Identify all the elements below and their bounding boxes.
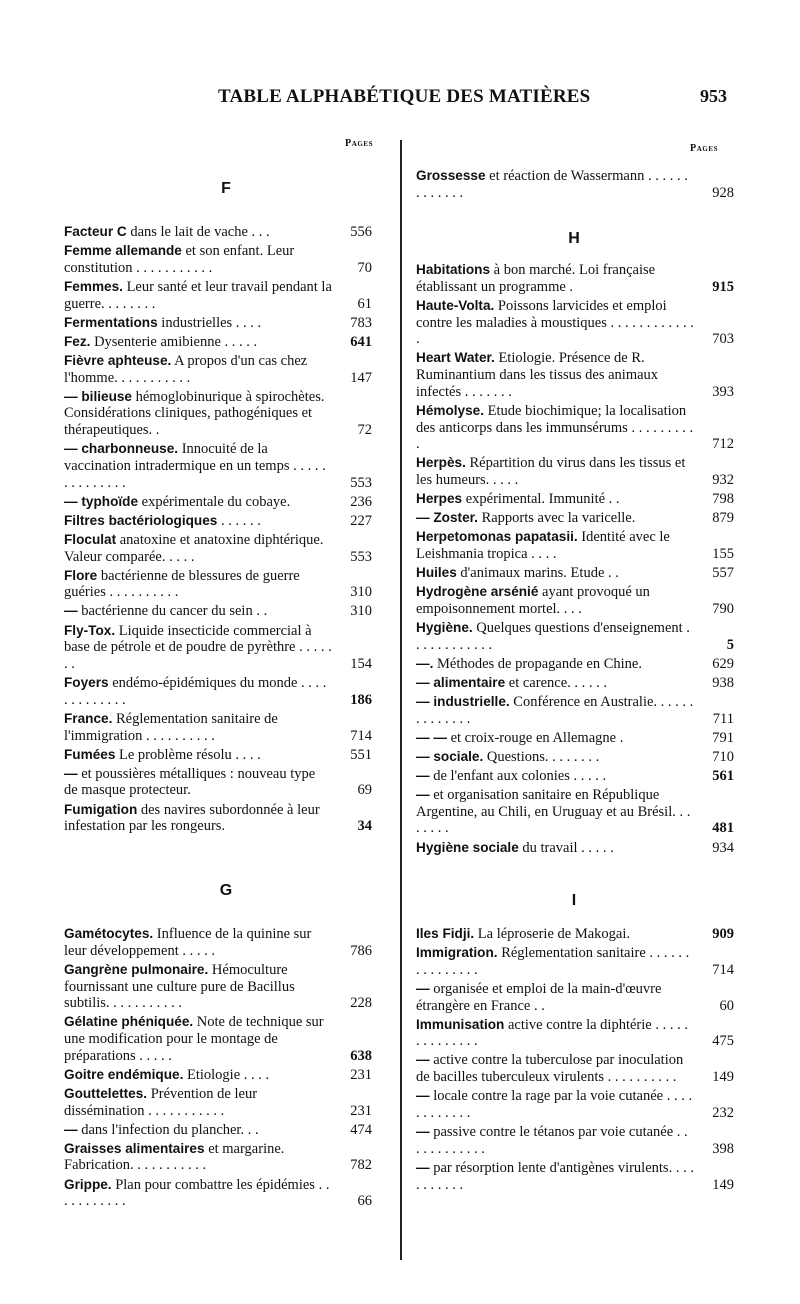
entry-page-number: 69	[357, 782, 372, 799]
entry-keyword: — charbonneuse.	[64, 441, 179, 457]
entry-text	[416, 620, 694, 653]
section-letter-i: I	[571, 892, 577, 909]
entry-page-number: 34	[357, 818, 372, 835]
index-entry	[416, 694, 734, 727]
entry-keyword: Flore	[64, 567, 98, 583]
index-entry	[64, 568, 372, 601]
entry-description: hémoglobinurique à spirochètes. Considérations cliniques, pathogéniques et thérapeutiques. .	[64, 388, 325, 439]
index-entry	[416, 730, 734, 747]
index-entry	[416, 981, 734, 1014]
entry-text	[416, 675, 694, 692]
index-entry	[64, 1141, 372, 1174]
entry-page-number: 786	[350, 942, 372, 959]
entry-description: A propos d'un cas chez l'homme. . . . . . . . . . .	[64, 352, 308, 386]
entry-keyword: Habitations	[416, 262, 491, 277]
entry-keyword: Hygiène sociale	[416, 839, 519, 855]
entry-page-number: 714	[712, 961, 734, 978]
index-list-g-continued	[416, 168, 734, 204]
index-entry	[416, 262, 734, 295]
entry-text	[416, 840, 694, 857]
index-entry	[64, 962, 372, 1012]
index-entry	[416, 350, 734, 400]
entry-page-number: 791	[712, 729, 734, 746]
entry-page-number: 310	[350, 584, 372, 601]
index-entry	[64, 353, 372, 386]
entry-page-number: 798	[712, 491, 734, 508]
index-entry	[416, 675, 734, 692]
entry-description: Etiologie . . . .	[183, 1066, 270, 1083]
entry-keyword: Filtres bactériologiques	[64, 512, 218, 528]
index-entry	[64, 603, 372, 620]
entry-keyword: —	[416, 1159, 430, 1175]
index-entry	[416, 768, 734, 785]
entry-text	[416, 403, 694, 453]
entry-description: Note de technique sur une modification pour le montage de préparations . . . . .	[64, 1014, 324, 1064]
index-entry	[64, 389, 372, 439]
entry-page-number: 5	[726, 636, 734, 653]
entry-keyword: Goitre endémique.	[64, 1066, 184, 1082]
entry-keyword: —	[416, 767, 430, 783]
entry-text	[64, 353, 332, 386]
entry-text	[64, 441, 332, 491]
entry-text	[416, 749, 694, 766]
index-entry	[416, 656, 734, 673]
index-entry	[64, 766, 372, 799]
entry-page-number: 154	[350, 655, 372, 672]
right-column-heading: Pages	[690, 143, 719, 154]
entry-page-number: 557	[712, 565, 734, 582]
entry-page-number: 186	[350, 691, 372, 708]
entry-description: Réglementation sanitaire de l'immigration . . . . . . . . . .	[64, 710, 278, 744]
entry-description: expérimentale du cobaye.	[138, 493, 291, 510]
entry-text	[416, 1160, 694, 1193]
entry-description: active contre la diphtérie . . . . . . . . . . . . . .	[416, 1016, 688, 1050]
entry-description: dans l'infection du plancher. . .	[77, 1121, 259, 1138]
index-entry	[416, 945, 734, 978]
entry-text	[416, 694, 694, 727]
entry-keyword: —	[64, 1121, 78, 1137]
entry-keyword: — bilieuse	[64, 388, 132, 404]
entry-keyword: Haute-Volta.	[416, 297, 495, 313]
entry-keyword: Grippe.	[64, 1176, 112, 1192]
index-list-f	[64, 224, 372, 837]
entry-description: Méthodes de propagande en Chine.	[433, 655, 642, 672]
entry-description: Influence de la quinine sur leur développement . . . . .	[64, 926, 312, 959]
entry-description: . . . . . .	[217, 512, 261, 529]
section-letter-g: G	[219, 882, 233, 899]
entry-text	[64, 675, 332, 708]
index-list-g	[64, 926, 372, 1212]
entry-description: et poussières métalliques : nouveau type de masque protecteur.	[64, 765, 316, 799]
entry-text	[64, 1086, 332, 1119]
index-entry	[416, 926, 734, 943]
entry-keyword: —	[416, 1052, 430, 1068]
entry-description: et son enfant. Leur constitution . . . . . . . . . . .	[64, 243, 295, 276]
entry-keyword: Fumigation	[64, 801, 138, 817]
entry-text	[64, 1141, 332, 1174]
entry-page-number: 60	[719, 997, 734, 1014]
entry-description: d'animaux marins. Etude . .	[456, 565, 619, 582]
index-entry	[416, 1017, 734, 1050]
entry-page-number: 474	[350, 1121, 372, 1138]
entry-text	[416, 298, 694, 348]
entry-page-number: 783	[350, 314, 372, 331]
entry-description: expérimental. Immunité . .	[462, 491, 620, 508]
entry-description: des navires subordonnée à leur infestation par les rongeurs.	[64, 801, 320, 835]
entry-description: Réglementation sanitaire . . . . . . . . . . . . . . .	[416, 945, 690, 978]
index-entry	[64, 711, 372, 744]
index-entry	[416, 1088, 734, 1121]
index-entry	[64, 494, 372, 511]
index-entry	[416, 749, 734, 766]
entry-description: Dysenterie amibienne . . . . .	[90, 333, 258, 350]
entry-page-number: 61	[357, 295, 372, 312]
entry-text	[416, 491, 694, 508]
entry-keyword: — industrielle.	[416, 693, 510, 709]
entry-text	[64, 1122, 332, 1139]
entry-keyword: —	[416, 1088, 430, 1104]
entry-description: Questions. . . . . . . .	[483, 748, 600, 765]
entry-description: endémo-épidémiques du monde . . . . . . . . . . . . .	[64, 675, 327, 708]
entry-description: Etiologie. Présence de R. Ruminantium dans les tissus des animaux infectés . . . . . . .	[416, 350, 659, 400]
entry-text	[64, 766, 332, 799]
entry-page-number: 236	[350, 493, 372, 510]
entry-keyword: Fly-Tox.	[64, 622, 116, 638]
index-entry	[416, 455, 734, 488]
entry-page-number: 714	[350, 727, 372, 744]
entry-description: Répartition du virus dans les tissus et les humeurs. . . . .	[416, 455, 686, 488]
entry-page-number: 149	[712, 1176, 734, 1193]
entry-page-number: 227	[350, 512, 372, 529]
entry-page-number: 553	[350, 474, 372, 491]
entry-text	[416, 350, 694, 400]
entry-text	[416, 768, 694, 785]
entry-text	[64, 532, 332, 565]
page-header	[0, 86, 800, 116]
entry-keyword: Gamétocytes.	[64, 926, 154, 941]
entry-keyword: Gangrène pulmonaire.	[64, 961, 209, 977]
entry-description: de l'enfant aux colonies . . . . .	[429, 767, 607, 784]
entry-text	[416, 926, 694, 943]
entry-page-number: 711	[712, 710, 734, 727]
entry-page-number: 398	[712, 1140, 734, 1157]
index-entry	[416, 840, 734, 857]
entry-text	[64, 568, 332, 601]
entry-text	[64, 243, 332, 276]
entry-page-number: 551	[350, 746, 372, 763]
entry-page-number: 928	[712, 184, 734, 201]
entry-description: Conférence en Australie. . . . . . . . . . . . . .	[416, 693, 694, 727]
entry-text	[64, 1067, 332, 1084]
index-entry	[416, 620, 734, 653]
entry-keyword: France.	[64, 710, 113, 726]
section-letter-f: F	[221, 180, 231, 197]
entry-description: passive contre le tétanos par voie cutanée . . . . . . . . . . . .	[416, 1124, 688, 1157]
entry-text	[416, 1124, 694, 1157]
entry-description: Hémoculture fournissant une culture pure de Bacillus subtilis. . . . . . . . . . .	[64, 961, 295, 1012]
index-entry	[416, 787, 734, 837]
entry-description: active contre la tuberculose par inoculation de bacilles tuberculeux virulents . . . . . . . . . .	[416, 1052, 684, 1086]
entry-keyword: Hygiène.	[416, 619, 473, 635]
entry-description: Plan pour combattre les épidémies . . . . . . . . . . .	[64, 1176, 330, 1210]
entry-text	[416, 730, 694, 747]
entry-text	[416, 565, 694, 582]
entry-page-number: 712	[712, 436, 734, 453]
entry-page-number: 231	[350, 1066, 372, 1083]
entry-description: Leur santé et leur travail pendant la guerre. . . . . . . .	[64, 278, 332, 312]
entry-description: ayant provoqué un empoisonnement mortel. . . .	[416, 584, 650, 617]
entry-page-number: 310	[350, 603, 372, 620]
entry-text	[64, 1177, 332, 1210]
index-entry	[416, 584, 734, 617]
entry-description: du travail . . . . .	[518, 839, 614, 856]
entry-description: Prévention de leur dissémination . . . . . . . . . . .	[64, 1085, 258, 1119]
entry-page-number: 915	[712, 278, 734, 295]
index-entry	[64, 279, 372, 312]
entry-description: Identité avec le Leishmania tropica . . . .	[416, 529, 670, 562]
entry-page-number: 147	[350, 369, 372, 386]
entry-description: organisée et emploi de la main-d'œuvre étrangère en France . .	[416, 980, 662, 1014]
entry-keyword: Femmes.	[64, 278, 123, 294]
entry-description: et margarine. Fabrication. . . . . . . . . . .	[64, 1140, 285, 1174]
entry-page-number: 149	[712, 1069, 734, 1086]
entry-text	[416, 455, 694, 488]
entry-text	[416, 981, 694, 1014]
entry-keyword: Herpes	[416, 491, 463, 507]
entry-page-number: 481	[712, 820, 734, 837]
entry-description: Etude biochimique; la localisation des anticorps dans les immunsérums . . . . . . . . . .	[416, 402, 694, 453]
entry-text	[416, 168, 694, 201]
entry-text	[64, 224, 332, 241]
index-list-h	[416, 262, 734, 859]
entry-keyword: Immigration.	[416, 945, 498, 961]
entry-text	[64, 623, 332, 673]
entry-keyword: Grossesse	[416, 168, 486, 183]
entry-description: Liquide insecticide commercial à base de pétrole et de poudre de pyrèthre . . . . . . .	[64, 622, 332, 672]
entry-description: dans le lait de vache . . .	[126, 224, 270, 240]
entry-page-number: 475	[712, 1033, 734, 1050]
entry-keyword: Hydrogène arsénié	[416, 584, 539, 600]
entry-page-number: 934	[712, 839, 734, 856]
index-entry	[64, 441, 372, 491]
left-column-heading: Pages	[345, 138, 374, 149]
entry-keyword: Immunisation	[416, 1016, 505, 1032]
entry-page-number: 70	[357, 259, 372, 276]
entry-description: et réaction de Wassermann . . . . . . . . . . . . .	[416, 168, 688, 201]
entry-text	[64, 494, 332, 511]
entry-page-number: 553	[350, 548, 372, 565]
index-entry	[64, 675, 372, 708]
index-entry	[64, 334, 372, 351]
entry-text	[416, 1088, 694, 1121]
entry-keyword: —	[64, 603, 78, 619]
page-number: 953	[700, 86, 727, 106]
entry-keyword: Hémolyse.	[416, 402, 485, 418]
entry-page-number: 782	[350, 1157, 372, 1174]
entry-keyword: — sociale.	[416, 748, 484, 764]
entry-text	[416, 945, 694, 978]
entry-page-number: 393	[712, 383, 734, 400]
entry-keyword: —	[416, 1124, 430, 1140]
index-entry	[64, 1086, 372, 1119]
entry-description: et organisation sanitaire en République Argentine, au Chili, en Uruguay et au Brésil. . . . . . . .	[416, 787, 691, 837]
entry-text	[64, 802, 332, 835]
entry-text	[64, 1014, 332, 1064]
entry-keyword: —	[64, 765, 78, 781]
index-entry	[64, 802, 372, 835]
entry-page-number: 938	[712, 674, 734, 691]
entry-keyword: Iles Fidji.	[416, 926, 475, 941]
entry-description: Rapports avec la varicelle.	[477, 510, 636, 527]
entry-keyword: —	[416, 787, 430, 803]
index-entry	[64, 532, 372, 565]
entry-keyword: Gélatine phéniquée.	[64, 1014, 194, 1030]
entry-text	[64, 279, 332, 312]
entry-page-number: 561	[712, 767, 734, 784]
entry-keyword: — typhoïde	[64, 493, 139, 509]
entry-page-number: 790	[712, 600, 734, 617]
entry-page-number: 703	[712, 331, 734, 348]
entry-page-number: 155	[712, 545, 734, 562]
index-entry	[416, 1124, 734, 1157]
entry-page-number: 710	[712, 748, 734, 765]
entry-keyword: Herpetomonas papatasii.	[416, 529, 578, 545]
entry-keyword: Heart Water.	[416, 350, 495, 366]
entry-description: bactérienne de blessures de guerre guéries . . . . . . . . . .	[64, 567, 300, 601]
entry-keyword: —.	[416, 655, 434, 671]
entry-description: à bon marché. Loi française établissant un programme .	[416, 262, 656, 295]
entry-keyword: —	[416, 980, 430, 996]
index-entry	[64, 747, 372, 764]
entry-text	[416, 787, 694, 837]
entry-text	[64, 603, 332, 620]
entry-keyword: — —	[416, 729, 447, 745]
entry-text	[64, 334, 332, 351]
index-entry	[416, 510, 734, 527]
entry-page-number: 932	[712, 472, 734, 488]
entry-description: Poissons larvicides et emploi contre les maladies à moustiques . . . . . . . . . . . . .	[416, 297, 694, 348]
entry-page-number: 629	[712, 655, 734, 672]
index-entry	[416, 565, 734, 582]
entry-description: Le problème résolu . . . .	[115, 746, 261, 763]
entry-keyword: Graisses alimentaires	[64, 1140, 205, 1156]
entry-page-number: 231	[350, 1102, 372, 1119]
entry-keyword: Gouttelettes.	[64, 1085, 148, 1101]
entry-text	[416, 584, 694, 617]
index-entry	[64, 1067, 372, 1084]
entry-page-number: 66	[357, 1193, 372, 1210]
index-entry	[416, 491, 734, 508]
index-list-i	[416, 926, 734, 1196]
entry-keyword: Herpès.	[416, 455, 466, 471]
entry-page-number: 641	[350, 333, 372, 350]
entry-text	[416, 510, 694, 527]
index-entry	[416, 1052, 734, 1085]
entry-description: anatoxine et anatoxine diphtérique. Valeur comparée. . . . .	[64, 531, 324, 565]
entry-keyword: — Zoster.	[416, 510, 478, 526]
index-entry	[64, 513, 372, 530]
column-divider	[400, 140, 402, 1260]
index-entry	[64, 224, 372, 241]
entry-text	[64, 926, 332, 959]
entry-description: locale contre la rage par la voie cutanée . . . . . . . . . . . .	[416, 1088, 693, 1121]
entry-keyword: Huiles	[416, 565, 457, 581]
entry-description: et croix-rouge en Allemagne .	[446, 729, 624, 746]
entry-text	[64, 747, 332, 764]
index-entry	[416, 1160, 734, 1193]
entry-text	[416, 1052, 694, 1085]
index-entry	[64, 623, 372, 673]
entry-text	[64, 711, 332, 744]
entry-page-number: 638	[350, 1047, 372, 1064]
entry-description: La léproserie de Makogai.	[474, 926, 630, 942]
entry-text	[416, 656, 694, 673]
entry-description: Innocuité de la vaccination intradermique en un temps . . . . . . . . . . . . . .	[64, 441, 326, 491]
entry-page-number: 556	[350, 224, 372, 240]
index-entry	[64, 243, 372, 276]
entry-description: industrielles . . . .	[157, 314, 262, 331]
page-title: TABLE ALPHABÉTIQUE DES MATIÈRES	[218, 86, 591, 107]
entry-description: Quelques questions d'enseignement . . . . . . . . . . . .	[416, 619, 690, 653]
index-entry	[64, 315, 372, 332]
entry-keyword: Fermentations	[64, 314, 158, 330]
entry-text	[416, 262, 694, 295]
entry-description: et carence. . . . . .	[505, 674, 608, 691]
entry-keyword: Femme allemande	[64, 243, 182, 259]
entry-page-number: 232	[712, 1104, 734, 1121]
index-entry	[64, 1177, 372, 1210]
entry-text	[64, 513, 332, 530]
index-entry	[64, 926, 372, 959]
entry-keyword: Fez.	[64, 333, 91, 349]
index-entry	[416, 403, 734, 453]
entry-description: par résorption lente d'antigènes virulents. . . . . . . . . . .	[416, 1159, 694, 1193]
entry-text	[64, 315, 332, 332]
index-entry	[416, 298, 734, 348]
entry-keyword: Fumées	[64, 746, 116, 762]
entry-keyword: Facteur C	[64, 224, 127, 239]
entry-page-number: 228	[350, 995, 372, 1012]
index-entry	[64, 1122, 372, 1139]
entry-keyword: Fièvre aphteuse.	[64, 352, 172, 368]
index-entry	[416, 168, 734, 201]
entry-keyword: Foyers	[64, 675, 109, 691]
entry-text	[416, 529, 694, 562]
entry-text	[64, 389, 332, 439]
entry-text	[64, 962, 332, 1012]
index-entry	[64, 1014, 372, 1064]
entry-page-number: 879	[712, 510, 734, 527]
entry-keyword: Floculat	[64, 531, 117, 547]
section-letter-h: H	[568, 230, 580, 247]
index-entry	[416, 529, 734, 562]
entry-text	[416, 1017, 694, 1050]
entry-description: bactérienne du cancer du sein . .	[77, 603, 268, 620]
entry-keyword: — alimentaire	[416, 674, 506, 690]
entry-page-number: 72	[357, 422, 372, 439]
entry-page-number: 909	[712, 926, 734, 942]
